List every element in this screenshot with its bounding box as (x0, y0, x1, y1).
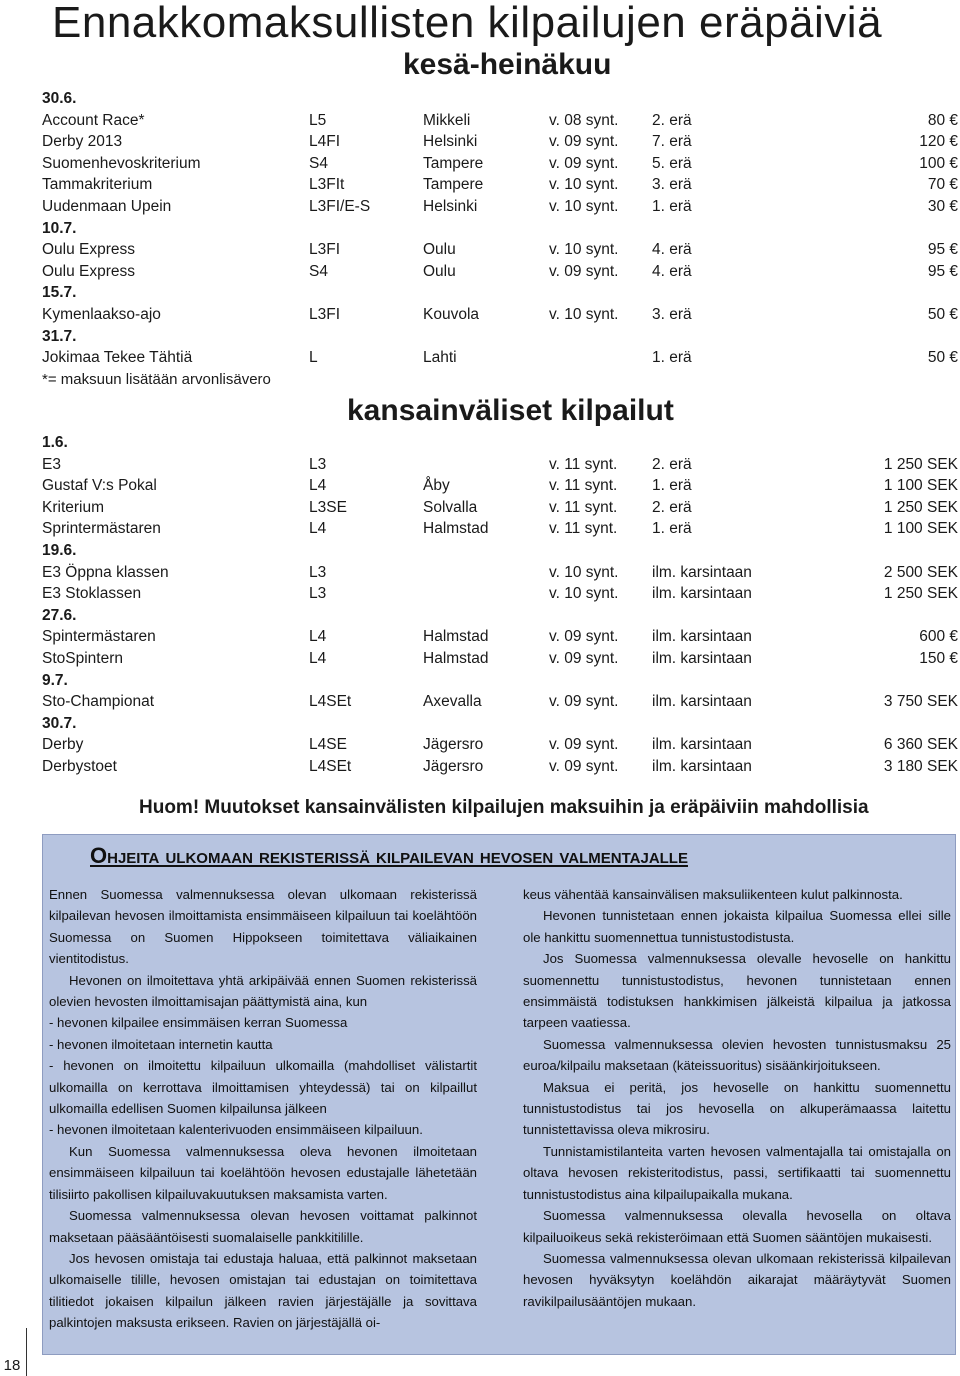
race-name: Tammakriterium (42, 176, 153, 194)
race-fee: 1 100 SEK (883, 520, 958, 538)
race-class: L4SE (309, 736, 347, 754)
instructions-paragraph: - hevonen ilmoitetaan internetin kautta (49, 1036, 273, 1052)
race-class: S4 (309, 154, 328, 172)
race-age: v. 10 synt. (549, 563, 619, 581)
instructions-paragraph: keus vähentää kansainvälisen maksuliikenteen kulut palkinnosta. (523, 887, 903, 902)
race-installment: ilm. karsintaan (652, 585, 752, 603)
race-age: v. 09 synt. (549, 628, 619, 646)
race-installment: ilm. karsintaan (652, 693, 752, 711)
race-fee: 95 € (927, 262, 958, 280)
race-location: Oulu (423, 262, 456, 280)
race-location: Jägersro (423, 757, 484, 775)
race-name: Derbystoet (42, 757, 117, 775)
notice-text: Huom! Muutokset kansainvälisten kilpailujen maksuihin ja eräpäiviin mahdollisia (139, 797, 869, 818)
race-location: Jägersro (423, 736, 484, 754)
race-class: L (309, 349, 318, 367)
race-name: Jokimaa Tekee Tähtiä (42, 349, 193, 367)
race-name: Derby (42, 736, 84, 754)
race-class: L5 (309, 111, 327, 129)
instructions-paragraph: Kun Suomessa valmennuksessa oleva hevonen ilmoitetaan ensimmäiseen kilpailuun tai koelähtöön hevosen edustajalle lähetetään tilisiirto pakollisen kilpailuvakuutuksen maksamista varten. (49, 1143, 477, 1202)
race-installment: 7. erä (652, 133, 692, 151)
race-class: L3 (309, 455, 327, 473)
race-location: Helsinki (423, 133, 478, 151)
date-text: 30.7. (42, 714, 77, 732)
race-installment: 2. erä (652, 455, 692, 473)
race-name: Sto-Championat (42, 693, 155, 711)
footnote-text: *= maksuun lisätään arvonlisävero (42, 370, 271, 388)
race-fee: 80 € (927, 111, 958, 129)
date-text: 31.7. (42, 327, 77, 345)
race-fee: 150 € (919, 649, 958, 667)
instructions-title: Ohjeita ulkomaan rekisterissä kilpailevan hevosen valmentajalle (90, 843, 688, 868)
race-installment: 3. erä (652, 176, 692, 194)
instructions-right-column (523, 884, 951, 1312)
international-race-table (42, 432, 958, 778)
race-class: L4 (309, 649, 327, 667)
race-fee: 50 € (927, 349, 958, 367)
table-row (42, 153, 958, 175)
race-location: Halmstad (423, 628, 489, 646)
instructions-paragraph: Suomessa valmennuksessa olevan hevosen voittamat palkinnot maksetaan pääsääntöisesti suomalaiselle pankkitilille. (49, 1208, 477, 1245)
race-fee: 6 360 SEK (883, 736, 958, 754)
instructions-paragraph: Hevonen tunnistetaan ennen jokaista kilpailua Suomessa ellei sille ole hankittu suomennettua tunnistustodistusta. (523, 908, 951, 945)
race-location: Kouvola (423, 305, 480, 323)
table-row (42, 239, 958, 261)
page-number: 18 (3, 1357, 21, 1374)
race-age: v. 11 synt. (549, 498, 618, 516)
table-row (42, 131, 958, 153)
date-heading (42, 713, 958, 735)
domestic-race-table (42, 88, 958, 390)
date-text: 1.6. (42, 434, 68, 451)
page-number-divider (26, 1328, 27, 1376)
instructions-paragraph: Suomessa valmennuksessa olevien hevosten tunnistusmaksu 25 euroa/kilpailu maksetaan (käteissuoritus) sisäänkirjoitukseen. (523, 1036, 951, 1074)
date-heading (42, 282, 958, 304)
instructions-paragraph: - hevonen on ilmoitettu kilpailuun ulkomailla (mahdolliset välistartit ulkomailla on kerrottava ilmoittamisen yhteydessä) tai on kilpaillut ulkomailla edellisen Suomen kilpailunsa jälkeen (49, 1058, 477, 1117)
race-age: v. 10 synt. (549, 197, 619, 215)
race-class: L4SEt (309, 693, 352, 711)
table-row (42, 347, 958, 369)
table-row (42, 648, 958, 670)
table-row (42, 518, 958, 540)
race-location: Oulu (423, 241, 456, 259)
race-fee: 3 180 SEK (883, 757, 958, 775)
race-name: Suomenhevoskriterium (42, 154, 201, 172)
race-class: L3FI/E-S (309, 197, 371, 215)
instructions-paragraph: Suomessa valmennuksessa olevan ulkomaan rekisterissä kilpailevan hevosen hyväksytyn koelähdön aikarajat määräytyvät Suomen ravikilpailusääntöjen mukaan. (523, 1250, 951, 1309)
race-installment: 2. erä (652, 111, 692, 129)
date-text: 19.6. (42, 541, 77, 559)
table-row (42, 756, 958, 778)
race-fee: 120 € (919, 133, 958, 151)
instructions-paragraph: Maksua ei peritä, jos hevoselle on hankittu suomennettu tunnistustodistus tai jos hevosella on alkuperämaassa laitettu tunnistettavissa oleva mikrosiru. (523, 1079, 951, 1138)
table-row (42, 174, 958, 196)
race-fee: 95 € (927, 241, 958, 259)
race-fee: 100 € (919, 154, 958, 172)
instructions-left-column (49, 884, 477, 1334)
race-installment: ilm. karsintaan (652, 563, 752, 581)
table-row (42, 734, 958, 756)
date-heading (42, 670, 958, 692)
table-row (42, 691, 958, 713)
race-fee: 3 750 SEK (883, 693, 958, 711)
date-heading (42, 605, 958, 627)
race-name: Oulu Express (42, 262, 136, 280)
page-subtitle: kesä-heinäkuu (403, 48, 612, 81)
race-name: E3 Öppna klassen (42, 563, 169, 581)
race-fee: 2 500 SEK (883, 563, 958, 581)
race-age: v. 08 synt. (549, 111, 619, 129)
instructions-paragraph: Suomessa valmennuksessa olevalla hevosella on oltava kilpailuoikeus sekä rekisteröimaan että Suomen sääntöjen mukaisesti. (523, 1208, 951, 1245)
race-class: L4FI (309, 133, 341, 151)
date-heading (42, 218, 958, 240)
race-name: Gustaf V:s Pokal (42, 477, 157, 495)
race-class: L4 (309, 520, 327, 538)
race-installment: ilm. karsintaan (652, 736, 752, 754)
race-age: v. 10 synt. (549, 305, 619, 323)
date-heading (42, 88, 958, 110)
race-installment: 4. erä (652, 262, 692, 280)
instructions-paragraph: - hevonen kilpailee ensimmäisen kerran Suomessa (49, 1015, 348, 1031)
footnote (42, 369, 958, 391)
race-location: Åby (423, 477, 450, 495)
race-location: Tampere (423, 176, 484, 194)
table-row (42, 196, 958, 218)
race-installment: 5. erä (652, 154, 692, 172)
race-class: L3FI (309, 241, 341, 259)
race-fee: 50 € (927, 305, 958, 323)
table-row (42, 626, 958, 648)
race-installment: ilm. karsintaan (652, 649, 752, 667)
race-installment: 1. erä (652, 349, 692, 367)
race-age: v. 10 synt. (549, 585, 619, 603)
race-class: L3FIt (309, 176, 345, 194)
race-name: Uudenmaan Upein (42, 197, 172, 215)
race-installment: ilm. karsintaan (652, 757, 752, 775)
international-section-title: kansainväliset kilpailut (347, 394, 674, 427)
date-heading (42, 540, 958, 562)
race-name: Sprintermästaren (42, 520, 161, 538)
race-location: Mikkeli (423, 111, 471, 129)
race-location: Axevalla (423, 693, 482, 711)
race-class: L3FI (309, 305, 341, 323)
instructions-paragraph: Ennen Suomessa valmennuksessa olevan ulkomaan rekisterissä kilpailevan hevosen ilmoittamista ensimmäiseen kilpailuun tai koelähtöön Suomessa on Suomen Hippokseen toimitettava väliaikainen vientitodistus. (49, 887, 477, 967)
table-row (42, 497, 958, 519)
race-name: Oulu Express (42, 241, 136, 259)
race-fee: 70 € (927, 176, 958, 194)
table-row (42, 110, 958, 132)
race-age: v. 09 synt. (549, 757, 619, 775)
race-installment: 1. erä (652, 520, 692, 538)
race-location: Helsinki (423, 197, 478, 215)
race-fee: 600 € (919, 628, 958, 646)
table-row (42, 261, 958, 283)
table-row (42, 475, 958, 497)
instructions-paragraph: Hevonen on ilmoitettava yhtä arkipäivää ennen Suomen rekisterissä olevien hevosten ilmoittamisajan päättymistä aina, kun (49, 972, 477, 1010)
race-age: v. 09 synt. (549, 154, 619, 172)
race-class: L3 (309, 585, 327, 603)
race-name: Account Race* (42, 111, 145, 129)
race-age: v. 09 synt. (549, 133, 619, 151)
race-class: L3 (309, 563, 327, 581)
race-installment: 2. erä (652, 498, 692, 516)
race-age: v. 10 synt. (549, 176, 619, 194)
race-age: v. 09 synt. (549, 736, 619, 754)
date-heading (42, 326, 958, 348)
race-class: L4 (309, 477, 327, 495)
race-installment: ilm. karsintaan (652, 628, 752, 646)
race-location: Solvalla (423, 498, 478, 516)
race-installment: 4. erä (652, 241, 692, 259)
table-row (42, 304, 958, 326)
date-text: 9.7. (42, 671, 68, 689)
race-age: v. 09 synt. (549, 649, 619, 667)
race-name: E3 Stoklassen (42, 585, 142, 603)
race-installment: 1. erä (652, 477, 692, 495)
date-text: 10.7. (42, 219, 77, 237)
date-text: 15.7. (42, 284, 77, 302)
race-age: v. 11 synt. (549, 477, 618, 495)
date-text: 27.6. (42, 606, 77, 624)
table-row (42, 454, 958, 476)
race-age: v. 11 synt. (549, 455, 618, 473)
race-age: v. 09 synt. (549, 262, 619, 280)
race-location: Tampere (423, 154, 484, 172)
race-location: Halmstad (423, 520, 489, 538)
race-fee: 1 250 SEK (883, 455, 958, 473)
date-text: 30.6. (42, 90, 77, 107)
race-class: L4 (309, 628, 327, 646)
instructions-paragraph: Jos Suomessa valmennuksessa olevalle hevoselle on hankittu suomennettu tunnistustodistus, hevonen tunnistetaan ennen ensimmäistä todistuksen hankkimisen jälkeistä kilpailua ja jatkossa tarpeen vaatiessa. (523, 951, 951, 1031)
race-fee: 30 € (927, 197, 958, 215)
race-location: Halmstad (423, 649, 489, 667)
race-location: Lahti (423, 349, 457, 367)
race-name: StoSpintern (42, 649, 123, 667)
race-name: Kriterium (42, 498, 105, 516)
date-heading (42, 432, 958, 454)
instructions-paragraph: Tunnistamistilanteita varten hevosen valmentajalla tai omistajalla on oltava hevosen rekisteritodistus, passi, sertifikaatti tai suomennettu tunnistustodistus aina kilpailupaikalla mukana. (523, 1143, 951, 1202)
instructions-paragraph: Jos hevosen omistaja tai edustaja haluaa, että palkinnot maksetaan ulkomaiselle tilille, hevosen omistajan tai edustajan on toimitettava tilitiedot jokaisen kilpailun jälkeen ravien järjestäjälle ja sovittava palkintojen maksusta erikseen. Ravien on järjestäjällä oi- (49, 1250, 477, 1331)
race-fee: 1 250 SEK (883, 498, 958, 516)
race-age: v. 10 synt. (549, 241, 619, 259)
race-name: Spintermästaren (42, 628, 156, 646)
race-name: Kymenlaakso-ajo (42, 305, 161, 323)
table-row (42, 583, 958, 605)
table-row (42, 562, 958, 584)
race-name: Derby 2013 (42, 133, 123, 151)
page-title: Ennakkomaksullisten kilpailujen eräpäiviä (52, 0, 883, 47)
race-class: S4 (309, 262, 328, 280)
race-name: E3 (42, 455, 61, 473)
race-installment: 1. erä (652, 197, 692, 215)
instructions-paragraph: - hevonen ilmoitetaan kalenterivuoden ensimmäiseen kilpailuun. (49, 1122, 423, 1138)
race-fee: 1 250 SEK (883, 585, 958, 603)
race-age: v. 11 synt. (549, 520, 618, 538)
race-class: L3SE (309, 498, 347, 516)
race-installment: 3. erä (652, 305, 692, 323)
race-age: v. 09 synt. (549, 693, 619, 711)
race-class: L4SEt (309, 757, 352, 775)
race-fee: 1 100 SEK (883, 477, 958, 495)
